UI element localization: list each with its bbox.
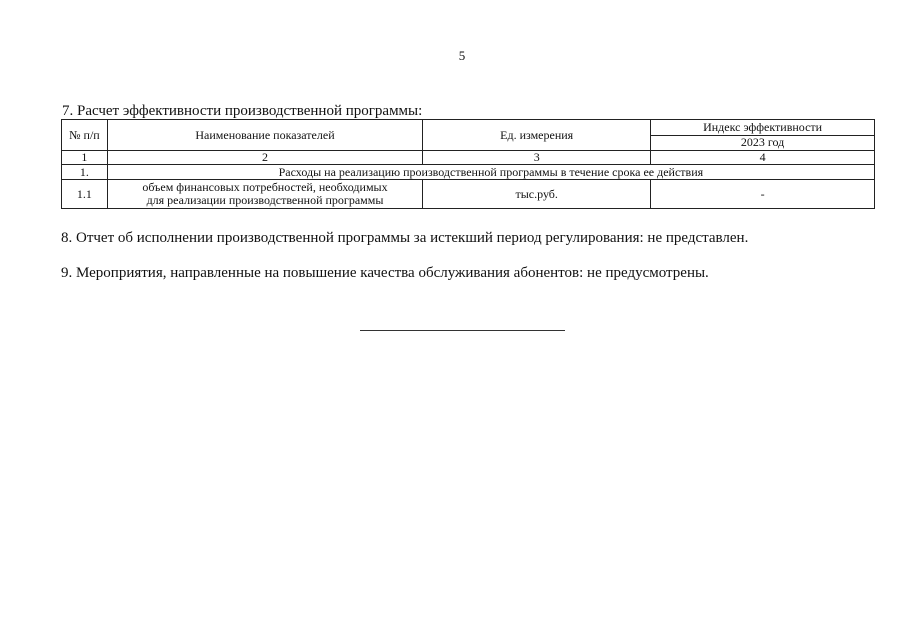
column-number-3: 3: [423, 151, 651, 165]
table-row: [62, 165, 875, 180]
table-column-numbers-row: [62, 151, 875, 165]
row-name-line-1: объем финансовых потребностей, необходимых: [142, 180, 388, 194]
row-number: 1.1: [62, 180, 108, 209]
end-divider-line: [360, 330, 565, 331]
column-number-2: 2: [107, 151, 422, 165]
header-year: 2023 год: [651, 135, 875, 151]
section-8-text: 8. Отчет об исполнении производственной программы за истекший период регулирования: не представлен.: [61, 230, 749, 246]
header-name: Наименование показателей: [107, 120, 422, 151]
row-number: 1.: [62, 165, 108, 180]
row-name: [107, 180, 422, 209]
efficiency-table: [61, 119, 875, 209]
row-value: -: [651, 180, 875, 209]
table-header-row: [62, 120, 875, 136]
header-index: Индекс эффективности: [651, 120, 875, 136]
table-row: [62, 180, 875, 209]
page-number: 5: [458, 48, 466, 63]
header-unit: Ед. измерения: [423, 120, 651, 151]
column-number-4: 4: [651, 151, 875, 165]
column-number-1: 1: [62, 151, 108, 165]
row-text: Расходы на реализацию производственной программы в течение срока ее действия: [107, 165, 874, 180]
row-name-line-2: для реализации производственной программы: [146, 193, 384, 207]
section-7-heading: 7. Расчет эффективности производственной программы:: [62, 103, 423, 119]
header-number: № п/п: [62, 120, 108, 151]
row-unit: тыс.руб.: [423, 180, 651, 209]
section-9-text: 9. Мероприятия, направленные на повышение качества обслуживания абонентов: не предусмотрены.: [61, 265, 709, 281]
